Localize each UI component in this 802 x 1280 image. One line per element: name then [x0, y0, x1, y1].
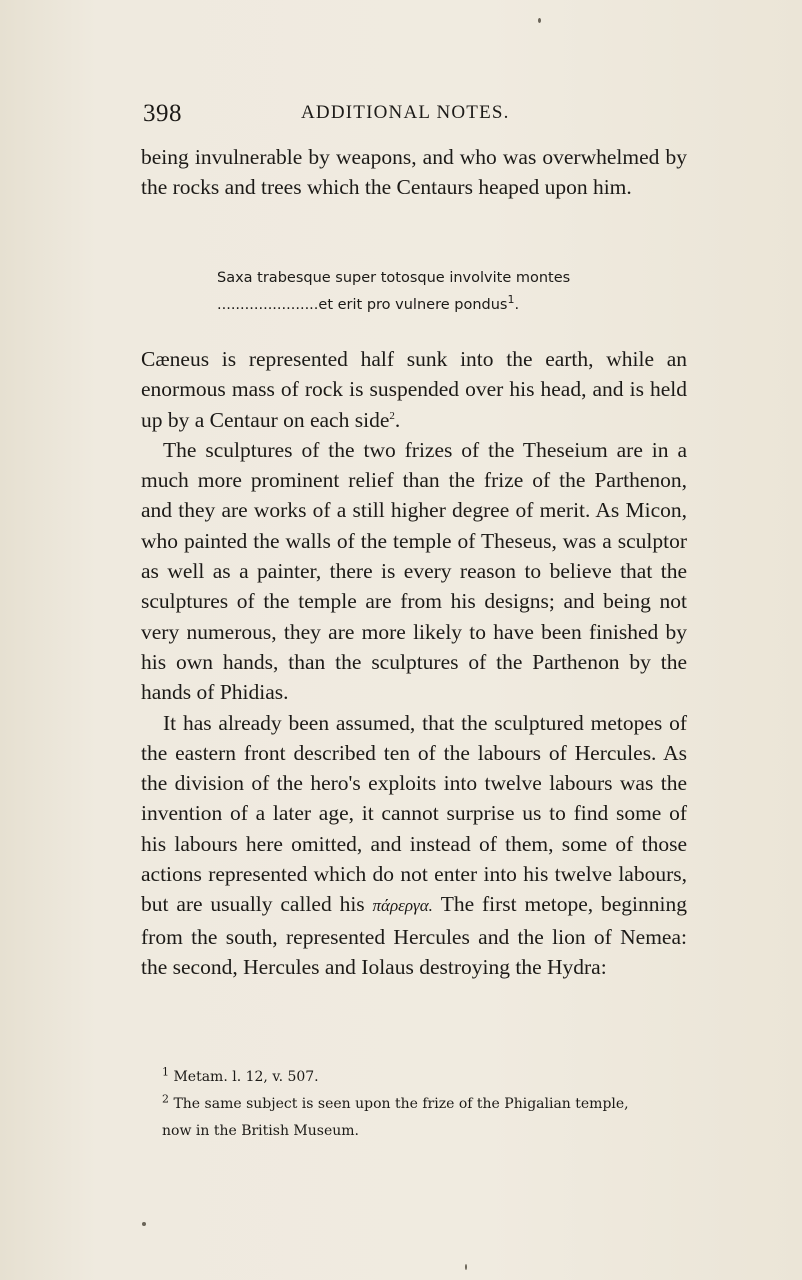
- paragraph-4-after: The first metope, beginning from the south, represented Hercules and the lion of Nemea: the second, Hercules and Iolaus destroying the Hydra:: [141, 892, 688, 979]
- ink-speck: [538, 18, 541, 23]
- footnote-ref-1: 1: [507, 293, 515, 307]
- paragraph-continuation: [141, 142, 687, 203]
- footnote-1-mark: 1: [162, 1065, 169, 1079]
- paragraph-2-end: .: [394, 407, 401, 432]
- quote-line-2-text: et erit pro vulnere pondus: [318, 297, 508, 313]
- page-number: 398: [143, 100, 182, 127]
- paragraph-2: [141, 344, 687, 435]
- footnote-2: [162, 1091, 687, 1118]
- latin-quotation: [217, 265, 617, 319]
- paragraph-2-text: Cæneus is represented half sunk into the earth, while an enormous mass of rock is suspended over his head, and is held up by a Centaur on each side: [141, 347, 687, 432]
- quote-line-2: [217, 292, 617, 319]
- paragraph-4-before: It has already been assumed, that the sculptured metopes of the eastern front described ten of the labours of Hercules. As the division of the hero's exploits into twelve labours was the invention of a later age, it cannot surprise us to find some of his labours here omitted, and instead of them, some of those actions represented which do not enter into his twelve labours, but are usually called his: [141, 710, 687, 917]
- ink-speck: [465, 1264, 467, 1270]
- footnote-ref-2: 2: [389, 409, 395, 422]
- paragraph-3: The sculptures of the two frizes of the Theseium are in a much more prominent relief than the frize of the Parthenon, and they are works of a still higher degree of merit. As Micon, who painted the walls of the temple of Theseus, was a sculptor as well as a painter, there is every reason to believe that the sculptures of the temple are from his designs; and being not very numerous, they are more likely to have been finished by his own hands, than the sculptures of the Parthenon by the hands of Phidias.: [141, 437, 687, 705]
- footnote-2-continuation: now in the British Museum.: [162, 1123, 359, 1139]
- page-header: [143, 100, 688, 136]
- footnote-2-mark: 2: [162, 1092, 169, 1106]
- paragraph-1: being invulnerable by weapons, and who was overwhelmed by the rocks and trees which the Centaurs heaped upon him.: [141, 145, 687, 200]
- main-text: [141, 344, 687, 982]
- footnotes: [162, 1064, 687, 1145]
- footnote-1-text: Metam. l. 12, v. 507.: [173, 1069, 319, 1085]
- quote-line-1: Saxa trabesque super totosque involvite montes: [217, 270, 571, 286]
- footnote-1: [162, 1064, 687, 1091]
- quote-line-2-end: .: [514, 297, 520, 313]
- paragraph-4: [141, 708, 687, 983]
- quote-leader-dots: ......................: [217, 297, 319, 313]
- footnote-2-line-1: The same subject is seen upon the frize of the Phigalian temple,: [173, 1096, 629, 1112]
- running-head: ADDITIONAL NOTES.: [301, 102, 510, 123]
- ink-speck: [142, 1222, 146, 1226]
- greek-word: πάρεργα.: [372, 896, 433, 916]
